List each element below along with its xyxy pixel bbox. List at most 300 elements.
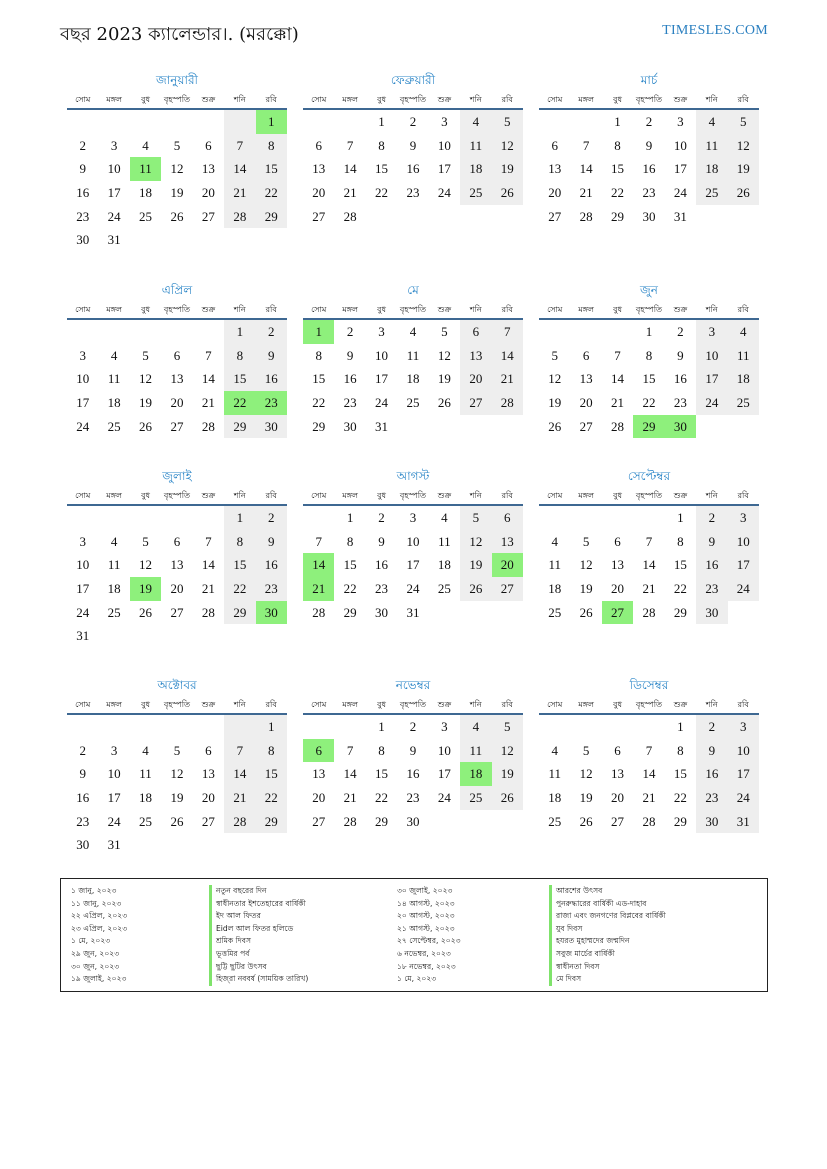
day-cell: 27 [201, 813, 215, 829]
day-cell: 14 [201, 557, 215, 573]
legend-item: ১ মে, ২০২৩ [71, 936, 111, 946]
empty-cell [633, 715, 664, 739]
weekday-label: শুক্র [201, 700, 216, 709]
day-cell: 20 [460, 367, 491, 391]
day-cell: 11 [548, 557, 561, 573]
day-cell: 2 [378, 510, 385, 525]
day-cell: 17 [406, 557, 420, 573]
day-cell: 30 [375, 604, 389, 620]
day-cell: 26 [139, 418, 153, 434]
weekday-label: মঙ্গল [578, 491, 594, 500]
day-cell: 1 [256, 110, 287, 134]
day-cell: 21 [642, 790, 656, 806]
day-cell: 8 [378, 742, 385, 758]
day-cell: 28 [642, 813, 656, 829]
day-cell: 24 [76, 604, 90, 620]
day-cell: 14 [224, 762, 255, 786]
empty-cell [539, 506, 570, 530]
day-cell: 5 [582, 533, 590, 549]
day-cell: 31 [107, 837, 121, 853]
day-cell: 24 [107, 208, 121, 224]
day-cell: 11 [460, 134, 491, 158]
empty-cell [224, 110, 255, 134]
legend-item: ৬ নভেম্বর, ২০২৩ [397, 948, 451, 958]
weekday-label: রবি [265, 700, 277, 709]
day-cell: 15 [256, 157, 287, 181]
empty-cell [602, 715, 633, 739]
day-cell: 3 [728, 506, 759, 530]
day-cell: 14 [343, 161, 357, 177]
weekday-label: শনি [705, 491, 718, 500]
weekday-label: রবি [265, 305, 277, 314]
legend-item: ১৯ জুলাই, ২০২৩ [71, 974, 127, 984]
day-cell: 1 [303, 320, 334, 344]
legend-item: নতুন বছরের দিন [209, 885, 308, 898]
day-cell: 3 [696, 320, 727, 344]
day-cell: 23 [343, 395, 357, 411]
day-cell: 27 [579, 418, 593, 434]
day-cell: 4 [460, 110, 491, 134]
day-grid [539, 506, 759, 624]
day-cell: 21 [343, 790, 357, 806]
day-cell: 10 [375, 347, 389, 363]
legend-item: মে দিবস [549, 973, 666, 986]
day-cell: 7 [224, 134, 255, 158]
weekday-label: বুধ [613, 700, 623, 709]
day-cell: 18 [437, 557, 451, 573]
legend-item: শ্রমিক দিবস [209, 935, 308, 948]
day-cell: 12 [579, 557, 593, 573]
day-cell: 14 [492, 344, 523, 368]
day-cell: 7 [582, 137, 590, 153]
day-cell: 4 [460, 715, 491, 739]
day-cell: 29 [611, 208, 625, 224]
month-10 [67, 675, 287, 857]
weekday-header [303, 486, 523, 506]
empty-cell [193, 110, 224, 134]
legend-item: হিজ্‌রা নববর্ষ (সাময়িক তারিখ) [209, 973, 308, 986]
day-cell: 1 [677, 719, 684, 734]
site-link[interactable]: TIMESLES.COM [662, 23, 768, 38]
day-cell: 3 [79, 347, 86, 363]
day-cell: 22 [224, 391, 255, 415]
day-cell: 19 [492, 762, 523, 786]
weekday-label: শুক্র [437, 700, 452, 709]
day-cell: 29 [256, 205, 287, 229]
day-cell: 20 [312, 790, 326, 806]
day-cell: 30 [256, 601, 287, 625]
day-cell: 21 [642, 581, 656, 597]
day-cell: 2 [256, 506, 287, 530]
weekday-label: রবি [501, 305, 513, 314]
day-cell: 12 [170, 161, 184, 177]
day-cell: 18 [460, 762, 491, 786]
day-cell: 3 [441, 719, 448, 734]
day-cell: 12 [460, 530, 491, 554]
day-cell: 26 [579, 813, 593, 829]
day-cell: 7 [645, 742, 653, 758]
day-cell: 9 [378, 533, 385, 549]
day-cell: 29 [343, 604, 357, 620]
weekday-label: বুধ [141, 700, 151, 709]
day-cell: 24 [437, 790, 451, 806]
day-cell: 31 [673, 208, 687, 224]
day-cell: 17 [76, 395, 90, 411]
day-cell: 25 [107, 604, 121, 620]
legend-item: যুব দিবস [549, 923, 666, 936]
day-cell: 3 [409, 510, 417, 525]
day-cell: 14 [642, 557, 656, 573]
day-cell: 17 [728, 553, 759, 577]
day-cell: 20 [201, 185, 215, 201]
day-cell: 6 [614, 742, 621, 758]
day-cell: 9 [409, 137, 417, 153]
day-cell: 10 [76, 557, 90, 573]
weekday-label: মঙ্গল [342, 700, 358, 709]
weekday-header [303, 695, 523, 715]
day-cell: 27 [170, 418, 184, 434]
day-cell: 25 [460, 181, 491, 205]
empty-cell [334, 110, 365, 134]
day-cell: 2 [346, 324, 354, 339]
day-cell: 22 [642, 395, 656, 411]
weekday-label: শনি [469, 305, 482, 314]
empty-cell [570, 715, 601, 739]
day-cell: 14 [303, 553, 334, 577]
day-cell: 27 [611, 813, 625, 829]
month-name: জুলাই [162, 469, 192, 483]
day-cell: 10 [406, 533, 420, 549]
day-cell: 15 [224, 367, 255, 391]
day-cell: 26 [492, 181, 523, 205]
weekday-label: রবি [737, 700, 749, 709]
day-cell: 26 [170, 208, 184, 224]
day-cell: 5 [492, 110, 523, 134]
day-cell: 8 [677, 742, 684, 758]
day-cell: 17 [728, 762, 759, 786]
day-cell: 24 [696, 391, 727, 415]
weekday-label: শুক্র [437, 491, 452, 500]
day-cell: 10 [696, 344, 727, 368]
day-cell: 18 [107, 395, 121, 411]
legend-item: ২৭ সেপ্টেম্বর, ২০২৩ [397, 936, 461, 946]
day-cell: 13 [170, 371, 184, 387]
day-cell: 15 [611, 161, 625, 177]
day-cell: 4 [409, 324, 417, 339]
day-cell: 14 [343, 766, 357, 782]
day-cell: 31 [107, 232, 121, 248]
month-name: নভেম্বর [395, 678, 431, 692]
day-cell: 12 [492, 739, 523, 763]
legend-item: স্বাধীনতার ইশতেহারের বার্ষিকী [209, 898, 308, 911]
month-9 [539, 466, 759, 624]
day-cell: 18 [460, 157, 491, 181]
day-cell: 20 [548, 185, 562, 201]
legend-item: ছুট্টি ছুটির উৎসব [209, 961, 308, 974]
day-cell: 12 [139, 557, 153, 573]
day-cell: 8 [315, 347, 322, 363]
day-cell: 29 [312, 418, 326, 434]
day-grid [67, 110, 287, 252]
weekday-label: রবি [265, 95, 277, 104]
day-cell: 20 [611, 790, 625, 806]
legend-item: ৩০ জুলাই, ২০২৩ [397, 886, 453, 895]
legend-item: ১১ জানু, ২০২৩ [71, 898, 122, 908]
day-cell: 19 [492, 157, 523, 181]
day-cell: 7 [205, 347, 212, 363]
day-cell: 16 [406, 766, 420, 782]
weekday-label: শনি [705, 305, 718, 314]
day-cell: 23 [256, 391, 287, 415]
month-7 [67, 466, 287, 648]
day-cell: 17 [696, 367, 727, 391]
day-cell: 9 [79, 161, 86, 177]
weekday-label: মঙ্গল [106, 700, 122, 709]
day-cell: 17 [76, 581, 90, 597]
day-cell: 2 [256, 320, 287, 344]
day-cell: 28 [201, 604, 215, 620]
day-cell: 18 [107, 581, 121, 597]
weekday-label: সোম [547, 95, 563, 104]
day-cell: 5 [551, 347, 558, 363]
day-cell: 18 [548, 581, 562, 597]
weekday-label: সোম [75, 491, 91, 500]
legend-item: ২৩ এপ্রিল, ২০২৩ [71, 923, 128, 933]
day-cell: 27 [548, 208, 562, 224]
empty-cell [98, 506, 129, 530]
day-cell: 2 [409, 719, 417, 734]
legend-item: সবুজ মার্চের বার্ষিকী [549, 948, 666, 961]
day-cell: 20 [492, 553, 523, 577]
day-cell: 8 [346, 533, 354, 549]
empty-cell [334, 715, 365, 739]
day-cell: 26 [460, 577, 491, 601]
month-3 [539, 70, 759, 228]
weekday-label: বৃহস্পতি [399, 305, 427, 314]
day-cell: 15 [256, 762, 287, 786]
weekday-label: শুক্র [673, 491, 688, 500]
day-cell: 16 [256, 367, 287, 391]
weekday-label: বৃহস্পতি [163, 95, 191, 104]
day-cell: 6 [303, 739, 334, 763]
weekday-label: বুধ [141, 305, 151, 314]
day-cell: 30 [642, 208, 656, 224]
day-cell: 22 [673, 790, 687, 806]
day-cell: 17 [107, 790, 121, 806]
empty-cell [602, 320, 633, 344]
day-cell: 4 [110, 347, 118, 363]
empty-cell [570, 320, 601, 344]
day-cell: 30 [696, 810, 727, 834]
day-cell: 8 [645, 347, 653, 363]
month-name: মার্চ [640, 73, 658, 87]
day-cell: 14 [579, 161, 593, 177]
day-cell: 13 [312, 161, 326, 177]
day-cell: 12 [492, 134, 523, 158]
weekday-header [67, 90, 287, 110]
weekday-label: শুক্র [673, 305, 688, 314]
day-cell: 11 [130, 157, 161, 181]
day-cell: 5 [142, 347, 149, 363]
day-cell: 6 [173, 347, 181, 363]
empty-cell [539, 110, 570, 134]
day-cell: 11 [696, 134, 727, 158]
weekday-label: শুক্র [437, 305, 452, 314]
weekday-label: শুক্র [201, 305, 216, 314]
day-cell: 4 [110, 533, 118, 549]
day-cell: 11 [406, 347, 420, 363]
day-cell: 1 [256, 715, 287, 739]
weekday-label: রবি [737, 491, 749, 500]
day-cell: 22 [375, 185, 389, 201]
day-cell: 6 [205, 742, 212, 758]
day-cell: 18 [139, 790, 153, 806]
day-cell: 13 [170, 557, 184, 573]
day-cell: 26 [437, 395, 451, 411]
day-cell: 16 [406, 161, 420, 177]
legend-item: পুনরুদ্ধারের বার্ষিকী এড-দাহাব [549, 898, 666, 911]
day-cell: 11 [107, 371, 121, 387]
day-cell: 28 [343, 208, 357, 224]
weekday-label: সোম [311, 305, 327, 314]
month-8 [303, 466, 523, 624]
day-cell: 10 [107, 766, 121, 782]
day-cell: 19 [728, 157, 759, 181]
day-cell: 29 [256, 810, 287, 834]
day-cell: 28 [642, 604, 656, 620]
day-cell: 6 [582, 347, 590, 363]
day-cell: 7 [205, 533, 212, 549]
empty-cell [98, 110, 129, 134]
empty-cell [161, 320, 192, 344]
day-cell: 23 [256, 577, 287, 601]
day-cell: 13 [579, 371, 593, 387]
day-cell: 7 [492, 320, 523, 344]
day-cell: 21 [201, 581, 215, 597]
weekday-label: বুধ [613, 491, 623, 500]
day-cell: 1 [645, 324, 653, 339]
day-cell: 4 [551, 742, 558, 758]
month-name: সেপ্টেম্বর [627, 469, 671, 483]
day-cell: 21 [224, 181, 255, 205]
day-cell: 2 [79, 137, 86, 153]
weekday-label: সোম [75, 305, 91, 314]
day-cell: 16 [696, 762, 727, 786]
day-cell: 18 [696, 157, 727, 181]
day-cell: 25 [437, 581, 451, 597]
day-cell: 25 [728, 391, 759, 415]
legend-dates-left [71, 885, 127, 986]
weekday-label: মঙ্গল [342, 491, 358, 500]
day-cell: 29 [673, 813, 687, 829]
day-cell: 26 [170, 813, 184, 829]
day-cell: 2 [696, 506, 727, 530]
legend-item: ১ মে, ২০২৩ [397, 974, 437, 984]
day-grid [303, 320, 523, 438]
day-cell: 19 [579, 581, 593, 597]
day-cell: 24 [728, 786, 759, 810]
day-cell: 3 [79, 533, 86, 549]
empty-cell [602, 506, 633, 530]
day-cell: 3 [441, 114, 448, 129]
day-cell: 27 [460, 391, 491, 415]
day-cell: 22 [375, 790, 389, 806]
legend-item: Eidল আল ফিতর হলিডে [209, 923, 308, 936]
weekday-label: শনি [469, 95, 482, 104]
day-cell: 23 [76, 813, 90, 829]
empty-cell [539, 715, 570, 739]
day-cell: 28 [492, 391, 523, 415]
day-cell: 6 [205, 137, 212, 153]
month-11 [303, 675, 523, 833]
weekday-label: শুক্র [673, 700, 688, 709]
month-6 [539, 280, 759, 438]
month-name: ডিসেম্বর [629, 678, 669, 692]
day-cell: 25 [406, 395, 420, 411]
day-cell: 1 [677, 510, 684, 525]
day-cell: 25 [139, 208, 153, 224]
day-cell: 13 [201, 161, 215, 177]
day-cell: 9 [696, 739, 727, 763]
weekday-header [539, 300, 759, 320]
weekday-label: বৃহস্পতি [399, 491, 427, 500]
day-cell: 11 [438, 533, 451, 549]
day-cell: 20 [170, 581, 184, 597]
day-cell: 4 [696, 110, 727, 134]
day-cell: 5 [460, 506, 491, 530]
empty-cell [98, 320, 129, 344]
day-grid [303, 110, 523, 228]
weekday-label: শুক্র [201, 491, 216, 500]
day-cell: 21 [303, 577, 334, 601]
day-cell: 25 [548, 604, 562, 620]
day-cell: 6 [173, 533, 181, 549]
month-1 [67, 70, 287, 252]
day-cell: 2 [645, 114, 653, 129]
legend-item: ১ জানু, ২০২৩ [71, 886, 117, 895]
weekday-label: সোম [75, 95, 91, 104]
day-cell: 20 [312, 185, 326, 201]
empty-cell [193, 320, 224, 344]
day-cell: 1 [346, 510, 354, 525]
day-cell: 19 [437, 371, 451, 387]
day-cell: 25 [139, 813, 153, 829]
day-cell: 12 [728, 134, 759, 158]
legend-item: ১৪ আগস্ট, ২০২৩ [397, 898, 455, 908]
day-cell: 22 [312, 395, 326, 411]
day-cell: 10 [437, 137, 451, 153]
day-cell: 16 [696, 553, 727, 577]
day-cell: 2 [79, 742, 86, 758]
day-grid [303, 506, 523, 624]
day-cell: 30 [76, 232, 90, 248]
day-cell: 1 [224, 506, 255, 530]
month-name: জানুয়ারী [156, 73, 198, 87]
day-cell: 19 [460, 553, 491, 577]
day-cell: 23 [406, 185, 420, 201]
day-cell: 21 [343, 185, 357, 201]
weekday-header [539, 695, 759, 715]
day-cell: 29 [224, 415, 255, 439]
day-grid [303, 715, 523, 833]
weekday-header [303, 90, 523, 110]
day-cell: 27 [312, 208, 326, 224]
weekday-label: সোম [547, 305, 563, 314]
weekday-label: মঙ্গল [106, 305, 122, 314]
day-cell: 25 [460, 786, 491, 810]
legend-item: ২৯ জুন, ২০২৩ [71, 948, 120, 958]
day-cell: 9 [256, 530, 287, 554]
